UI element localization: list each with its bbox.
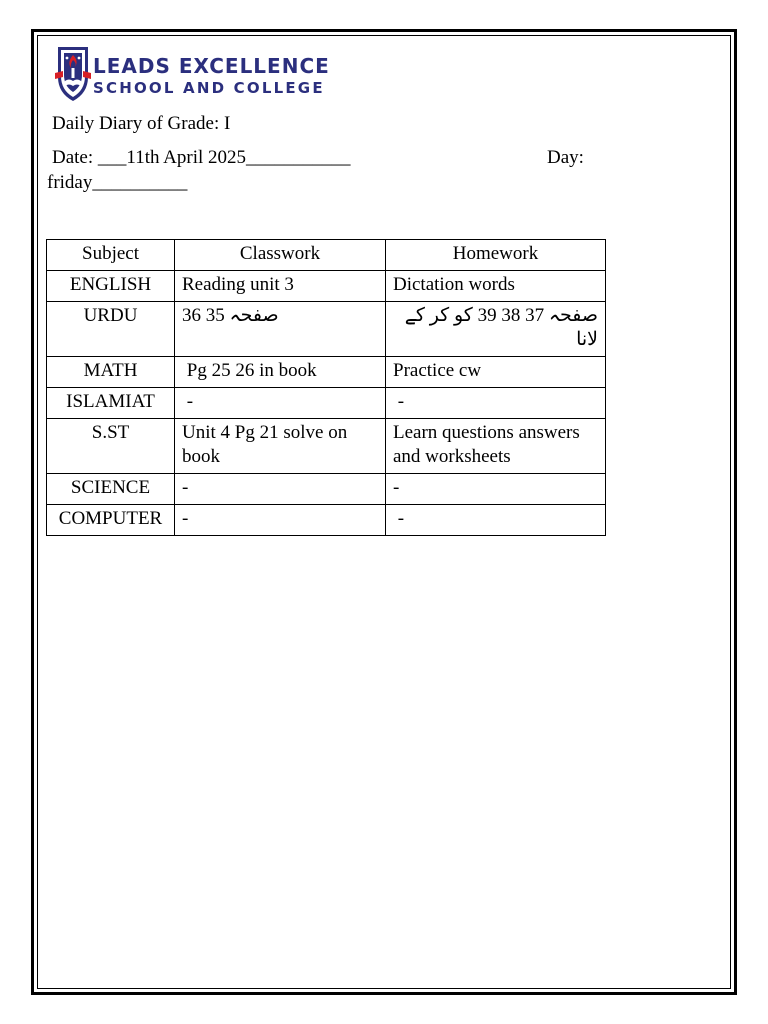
- homework-cell: Practice cw: [386, 357, 606, 388]
- day-label: Day:: [547, 147, 584, 168]
- table-row: [47, 357, 606, 388]
- day-value: friday__________: [47, 172, 188, 193]
- classwork-cell: Unit 4 Pg 21 solve on book: [175, 419, 386, 474]
- homework-cell: -: [386, 505, 606, 536]
- homework-cell: -: [386, 388, 606, 419]
- classwork-cell: Pg 25 26 in book: [175, 357, 386, 388]
- subject-cell: ENGLISH: [47, 271, 175, 302]
- classwork-cell: -: [175, 505, 386, 536]
- school-subtitle: SCHOOL AND COLLEGE: [93, 79, 325, 97]
- table-row: [47, 271, 606, 302]
- subject-cell: MATH: [47, 357, 175, 388]
- diary-title: Daily Diary of Grade: I: [52, 113, 231, 134]
- table-row: [47, 388, 606, 419]
- homework-cell: Dictation words: [386, 271, 606, 302]
- classwork-cell: Reading unit 3: [175, 271, 386, 302]
- homework-cell: Learn questions answers and worksheets: [386, 419, 606, 474]
- date-line: Date: ___11th April 2025___________: [52, 147, 351, 168]
- classwork-cell: -: [175, 388, 386, 419]
- school-name: LEADS EXCELLENCE: [93, 54, 330, 78]
- classwork-cell: صفحہ 35 36: [175, 302, 386, 357]
- subject-cell: URDU: [47, 302, 175, 357]
- subject-cell: S.ST: [47, 419, 175, 474]
- classwork-cell: -: [175, 474, 386, 505]
- table-row: [47, 302, 606, 357]
- column-header-homework: Homework: [386, 240, 606, 271]
- table-row: [47, 474, 606, 505]
- subject-cell: COMPUTER: [47, 505, 175, 536]
- subject-cell: ISLAMIAT: [47, 388, 175, 419]
- homework-cell: -: [386, 474, 606, 505]
- school-logo-text: [93, 56, 330, 96]
- table-header-row: [47, 240, 606, 271]
- subject-cell: SCIENCE: [47, 474, 175, 505]
- diary-table: [46, 239, 606, 536]
- homework-cell: صفحہ 37 38 39 کو کر کے لانا: [386, 302, 606, 357]
- table-row: [47, 419, 606, 474]
- column-header-classwork: Classwork: [175, 240, 386, 271]
- column-header-subject: Subject: [47, 240, 175, 271]
- table-row: [47, 505, 606, 536]
